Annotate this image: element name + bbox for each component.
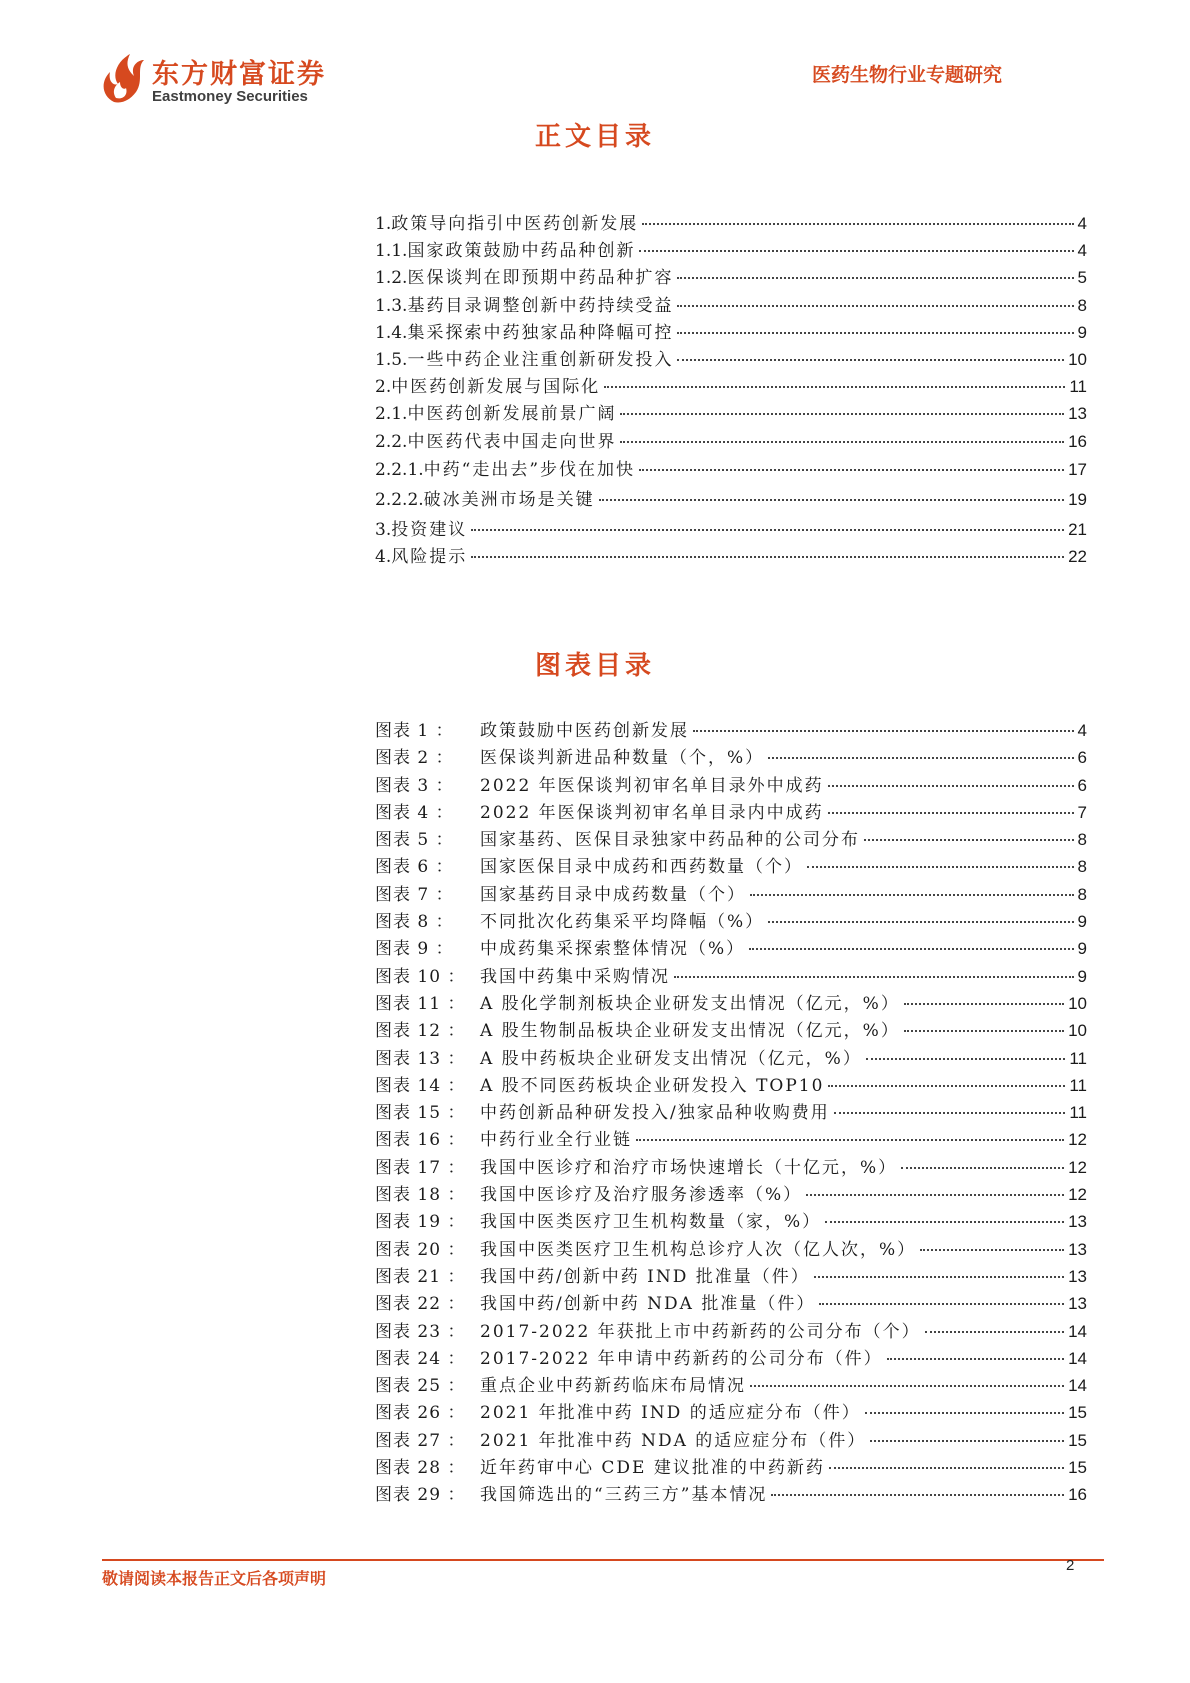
toc-entry-number: 图表 17 ： xyxy=(375,1157,466,1178)
toc-entry-page: 6 xyxy=(1077,775,1087,795)
figure-toc-entry[interactable] xyxy=(375,717,1087,744)
toc-entry-title: 集采探索中药独家品种降幅可控 xyxy=(407,322,674,343)
toc-entry-page: 16 xyxy=(1068,1485,1087,1505)
toc-leader-dots xyxy=(771,1494,1064,1496)
toc-entry[interactable] xyxy=(375,373,1087,400)
figure-toc-entry[interactable] xyxy=(375,1126,1087,1153)
toc-entry-page: 14 xyxy=(1068,1321,1087,1341)
figure-toc-entry[interactable] xyxy=(375,1263,1087,1290)
figure-toc-entry[interactable] xyxy=(375,744,1087,771)
figure-toc-entry[interactable] xyxy=(375,1154,1087,1181)
company-logo xyxy=(100,52,350,112)
toc-entry-number: 图表 27 ： xyxy=(375,1430,466,1451)
toc-leader-dots xyxy=(901,1167,1064,1169)
toc-leader-dots xyxy=(599,499,1064,501)
toc-entry-number: 图表 18 ： xyxy=(375,1185,466,1206)
toc-leader-dots xyxy=(866,1058,1066,1060)
toc-entry-title: 中医药代表中国走向世界 xyxy=(407,431,617,452)
toc-entry-title: 2017-2022 年申请中药新药的公司分布（件） xyxy=(480,1348,883,1369)
toc-entry[interactable] xyxy=(375,210,1087,237)
toc-entry-page: 8 xyxy=(1077,857,1087,877)
toc-entry-title: 医保谈判新进品种数量（个，%） xyxy=(480,748,765,769)
toc-entry-title: 我国中医类医疗卫生机构数量（家，%） xyxy=(480,1212,822,1233)
toc-leader-dots xyxy=(693,730,1074,732)
figure-toc-entry[interactable] xyxy=(375,799,1087,826)
toc-entry-page: 11 xyxy=(1069,377,1087,397)
toc-entry-number: 图表 23 ： xyxy=(375,1321,466,1342)
toc-entry-page: 9 xyxy=(1077,322,1087,342)
toc-leader-dots xyxy=(814,1276,1064,1278)
toc-entry-title: 我国中医诊疗和治疗市场快速增长（十亿元，%） xyxy=(480,1157,898,1178)
figure-toc-entry[interactable] xyxy=(375,1236,1087,1263)
footer-disclaimer: 敬请阅读本报告正文后各项声明 xyxy=(102,1569,327,1588)
toc-leader-dots xyxy=(749,948,1073,950)
toc-entry-page: 10 xyxy=(1068,349,1087,369)
toc-entry-number: 图表 20 ： xyxy=(375,1239,466,1260)
toc-entry-number: 3. xyxy=(375,519,392,540)
toc-entry-title: 中药行业全行业链 xyxy=(480,1130,632,1151)
main-toc-list xyxy=(375,210,1087,570)
toc-leader-dots xyxy=(768,757,1073,759)
toc-leader-dots xyxy=(864,839,1074,841)
toc-entry-page: 13 xyxy=(1068,1212,1087,1232)
toc-entry-number: 图表 6 ： xyxy=(375,857,454,878)
toc-entry[interactable] xyxy=(375,319,1087,346)
figure-toc-entry[interactable] xyxy=(375,1017,1087,1044)
toc-entry-title: 我国筛选出的“三药三方”基本情况 xyxy=(480,1485,768,1506)
toc-entry[interactable] xyxy=(375,237,1087,264)
figure-toc-entry[interactable] xyxy=(375,1454,1087,1481)
toc-entry-title: 破冰美洲市场是关键 xyxy=(423,490,595,511)
toc-entry-page: 15 xyxy=(1068,1430,1087,1450)
toc-leader-dots xyxy=(636,1139,1064,1141)
toc-entry-page: 8 xyxy=(1077,884,1087,904)
toc-entry-number: 图表 1 ： xyxy=(375,721,454,741)
toc-entry-page: 10 xyxy=(1068,993,1087,1013)
figure-toc-entry[interactable] xyxy=(375,1181,1087,1208)
toc-leader-dots xyxy=(750,894,1074,896)
toc-entry-number: 1.4. xyxy=(375,322,408,343)
toc-entry-title: 政策导向指引中医药创新发展 xyxy=(391,214,639,234)
toc-entry-number: 图表 21 ： xyxy=(375,1266,466,1287)
toc-leader-dots xyxy=(639,250,1073,252)
toc-entry-title: 医保谈判在即预期中药品种扩容 xyxy=(407,268,674,289)
toc-entry-title: 2021 年批准中药 NDA 的适应症分布（件） xyxy=(480,1430,867,1451)
toc-entry-number: 2.1. xyxy=(375,404,408,425)
toc-entry-number: 图表 7 ： xyxy=(375,884,454,905)
flame-logo-icon xyxy=(100,52,146,104)
toc-entry-page: 13 xyxy=(1068,404,1087,424)
toc-leader-dots xyxy=(925,1331,1064,1333)
toc-entry-number: 1.3. xyxy=(375,295,408,316)
toc-entry-number: 图表 16 ： xyxy=(375,1130,466,1151)
toc-leader-dots xyxy=(471,529,1064,531)
toc-entry-number: 图表 4 ： xyxy=(375,802,454,823)
toc-entry-page: 12 xyxy=(1068,1157,1087,1177)
toc-entry-title: 风险提示 xyxy=(391,546,468,567)
figure-toc-entry[interactable] xyxy=(375,1427,1087,1454)
toc-entry-title: 投资建议 xyxy=(391,519,468,540)
toc-entry-number: 图表 3 ： xyxy=(375,775,454,796)
toc-entry-title: 国家基药目录中成药数量（个） xyxy=(480,884,746,905)
toc-entry[interactable] xyxy=(375,264,1087,291)
toc-entry-title: 中医药创新发展与国际化 xyxy=(391,377,601,398)
toc-entry-title: 近年药审中心 CDE 建议批准的中药新药 xyxy=(480,1458,825,1479)
toc-entry-title: 我国中药集中采购情况 xyxy=(480,966,670,987)
toc-title: 正文目录 xyxy=(534,122,655,152)
toc-leader-dots xyxy=(870,1440,1064,1442)
figure-toc-entry[interactable] xyxy=(375,963,1087,990)
toc-leader-dots xyxy=(828,1085,1065,1087)
toc-entry-number: 图表 8 ： xyxy=(375,912,454,933)
toc-entry-page: 15 xyxy=(1068,1403,1087,1423)
toc-entry-number: 2.2.2. xyxy=(375,490,424,511)
toc-entry-number: 4. xyxy=(375,546,392,567)
toc-entry-title: 不同批次化药集采平均降幅（%） xyxy=(480,912,765,933)
toc-entry-number: 图表 11 ： xyxy=(375,993,466,1014)
toc-leader-dots xyxy=(604,386,1065,388)
toc-entry[interactable] xyxy=(375,292,1087,319)
toc-entry-title: 一些中药企业注重创新研发投入 xyxy=(407,349,674,370)
toc-entry-number: 图表 25 ： xyxy=(375,1376,466,1397)
toc-entry-page: 8 xyxy=(1077,830,1087,850)
toc-leader-dots xyxy=(865,1412,1064,1414)
toc-entry-title: 国家医保目录中成药和西药数量（个） xyxy=(480,857,803,878)
logo-chinese-name: 东方财富证券 xyxy=(152,59,326,90)
figure-toc-entry[interactable] xyxy=(375,1072,1087,1099)
figure-toc-entry[interactable] xyxy=(375,990,1087,1017)
toc-entry-title: 政策鼓励中医药创新发展 xyxy=(480,721,689,741)
toc-entry-number: 图表 14 ： xyxy=(375,1075,466,1096)
figure-toc-entry[interactable] xyxy=(375,1099,1087,1126)
toc-leader-dots xyxy=(471,556,1064,558)
figure-toc-entry[interactable] xyxy=(375,1045,1087,1072)
toc-leader-dots xyxy=(828,812,1074,814)
toc-entry-page: 7 xyxy=(1077,802,1087,822)
toc-entry[interactable] xyxy=(375,428,1087,455)
toc-entry-title: 我国中医类医疗卫生机构总诊疗人次（亿人次，%） xyxy=(480,1239,917,1260)
toc-entry-page: 14 xyxy=(1068,1376,1087,1396)
toc-entry-title: 中药创新品种研发投入/独家品种收购费用 xyxy=(480,1103,830,1124)
figures-toc-list xyxy=(375,717,1087,1509)
toc-entry-page: 4 xyxy=(1077,214,1087,233)
page-header xyxy=(0,0,1190,120)
toc-leader-dots xyxy=(750,1385,1064,1387)
toc-entry-page: 17 xyxy=(1068,459,1087,479)
toc-entry-number: 图表 12 ： xyxy=(375,1021,466,1042)
toc-entry-title: 国家政策鼓励中药品种创新 xyxy=(407,241,636,262)
toc-entry-title: 国家基药、医保目录独家中药品种的公司分布 xyxy=(480,830,860,851)
toc-entry-title: A 股化学制剂板块企业研发支出情况（亿元，%） xyxy=(480,993,900,1014)
toc-entry-number: 图表 19 ： xyxy=(375,1212,466,1233)
figure-toc-entry[interactable] xyxy=(375,1318,1087,1345)
toc-entry-page: 11 xyxy=(1069,1048,1087,1068)
toc-leader-dots xyxy=(677,277,1073,279)
figure-toc-entry[interactable] xyxy=(375,1345,1087,1372)
toc-entry-number: 1. xyxy=(375,214,392,234)
toc-leader-dots xyxy=(677,359,1064,361)
figure-toc-entry[interactable] xyxy=(375,881,1087,908)
toc-leader-dots xyxy=(825,1221,1064,1223)
toc-entry-title: A 股生物制品板块企业研发支出情况（亿元，%） xyxy=(480,1021,900,1042)
toc-entry-number: 图表 10 ： xyxy=(375,966,466,987)
toc-entry[interactable] xyxy=(375,455,1087,486)
toc-entry-title: 我国中药/创新中药 NDA 批准量（件） xyxy=(480,1294,816,1315)
toc-entry-page: 16 xyxy=(1068,431,1087,451)
toc-entry-page: 13 xyxy=(1068,1239,1087,1259)
toc-entry-title: 2022 年医保谈判初审名单目录内中成药 xyxy=(480,802,824,823)
toc-leader-dots xyxy=(834,1112,1066,1114)
toc-leader-dots xyxy=(819,1303,1064,1305)
toc-leader-dots xyxy=(829,1467,1064,1469)
toc-leader-dots xyxy=(807,866,1074,868)
toc-entry-title: 我国中药/创新中药 IND 批准量（件） xyxy=(480,1266,810,1287)
toc-entry-title: 2021 年批准中药 IND 的适应症分布（件） xyxy=(480,1403,861,1424)
toc-entry-number: 图表 22 ： xyxy=(375,1294,466,1315)
toc-entry-title: 我国中医诊疗及治疗服务渗透率（%） xyxy=(480,1185,803,1206)
toc-leader-dots xyxy=(806,1194,1064,1196)
figure-toc-entry[interactable] xyxy=(375,1208,1087,1235)
toc-leader-dots xyxy=(677,305,1073,307)
toc-entry-page: 6 xyxy=(1077,748,1087,768)
toc-entry-title: 2017-2022 年获批上市中药新药的公司分布（个） xyxy=(480,1321,921,1342)
toc-entry-title: 中药“走出去”步伐在加快 xyxy=(423,459,636,480)
toc-entry-title: 中医药创新发展前景广阔 xyxy=(407,404,617,425)
toc-entry-page: 11 xyxy=(1069,1103,1087,1123)
toc-leader-dots xyxy=(620,413,1064,415)
toc-entry-page: 5 xyxy=(1077,268,1087,288)
toc-entry-page: 4 xyxy=(1077,721,1087,740)
figures-toc-title: 图表目录 xyxy=(534,651,655,681)
toc-entry-page: 13 xyxy=(1068,1266,1087,1286)
toc-entry-page: 12 xyxy=(1068,1130,1087,1150)
toc-entry-page: 8 xyxy=(1077,295,1087,315)
toc-entry-number: 2.2.1. xyxy=(375,459,424,480)
figure-toc-entry[interactable] xyxy=(375,1290,1087,1317)
toc-entry-page: 19 xyxy=(1068,490,1087,510)
toc-entry[interactable] xyxy=(375,400,1087,427)
toc-entry-number: 2. xyxy=(375,377,392,398)
toc-entry[interactable] xyxy=(375,543,1087,570)
figure-toc-entry[interactable] xyxy=(375,1372,1087,1399)
logo-english-name: Eastmoney Securities xyxy=(152,88,308,105)
toc-entry-page: 9 xyxy=(1077,912,1087,932)
toc-entry-page: 9 xyxy=(1077,939,1087,959)
toc-entry[interactable] xyxy=(375,485,1087,516)
toc-leader-dots xyxy=(768,921,1073,923)
toc-entry-title: 中成药集采探索整体情况（%） xyxy=(480,939,746,960)
figure-toc-entry[interactable] xyxy=(375,1399,1087,1426)
toc-entry-number: 图表 2 ： xyxy=(375,748,454,769)
toc-entry-number: 2.2. xyxy=(375,431,408,452)
toc-entry[interactable] xyxy=(375,346,1087,373)
toc-entry[interactable] xyxy=(375,516,1087,543)
toc-leader-dots xyxy=(620,441,1064,443)
figure-toc-entry[interactable] xyxy=(375,772,1087,799)
toc-entry-title: 重点企业中药新药临床布局情况 xyxy=(480,1376,746,1397)
figure-toc-entry[interactable] xyxy=(375,1481,1087,1508)
toc-entry-page: 13 xyxy=(1068,1294,1087,1314)
toc-entry-title: A 股中药板块企业研发支出情况（亿元，%） xyxy=(480,1048,862,1069)
toc-leader-dots xyxy=(828,785,1074,787)
toc-entry-number: 图表 29 ： xyxy=(375,1485,466,1506)
toc-entry-page: 15 xyxy=(1068,1458,1087,1478)
toc-entry-number: 图表 9 ： xyxy=(375,939,454,960)
toc-leader-dots xyxy=(920,1249,1064,1251)
toc-entry-page: 11 xyxy=(1069,1075,1087,1095)
toc-entry-number: 1.2. xyxy=(375,268,408,289)
toc-leader-dots xyxy=(904,1030,1064,1032)
toc-entry-page: 22 xyxy=(1068,546,1087,566)
toc-entry-title: A 股不同医药板块企业研发投入 TOP10 xyxy=(480,1075,825,1096)
toc-entry-page: 10 xyxy=(1068,1021,1087,1041)
toc-entry-number: 图表 26 ： xyxy=(375,1403,466,1424)
footer-divider xyxy=(102,1559,1104,1561)
figure-toc-entry[interactable] xyxy=(375,826,1087,853)
report-type-label: 医药生物行业专题研究 xyxy=(811,64,1002,86)
toc-leader-dots xyxy=(887,1358,1064,1360)
figure-toc-entry[interactable] xyxy=(375,908,1087,935)
page-number: 2 xyxy=(1066,1557,1075,1574)
toc-entry-page: 12 xyxy=(1068,1185,1087,1205)
toc-entry-number: 图表 28 ： xyxy=(375,1458,466,1479)
toc-leader-dots xyxy=(674,976,1074,978)
toc-entry-title: 基药目录调整创新中药持续受益 xyxy=(407,295,674,316)
toc-entry-number: 图表 24 ： xyxy=(375,1348,466,1369)
toc-entry-number: 图表 5 ： xyxy=(375,830,454,851)
toc-entry-page: 4 xyxy=(1077,241,1087,261)
toc-entry-page: 14 xyxy=(1068,1348,1087,1368)
toc-leader-dots xyxy=(904,1003,1064,1005)
toc-entry-number: 1.1. xyxy=(375,241,408,262)
toc-entry-page: 9 xyxy=(1077,966,1087,986)
toc-leader-dots xyxy=(677,332,1073,334)
toc-leader-dots xyxy=(642,223,1073,225)
toc-entry-number: 1.5. xyxy=(375,349,408,370)
figure-toc-entry[interactable] xyxy=(375,853,1087,880)
toc-entry-number: 图表 13 ： xyxy=(375,1048,466,1069)
toc-entry-page: 21 xyxy=(1068,519,1087,539)
figure-toc-entry[interactable] xyxy=(375,935,1087,962)
toc-entry-title: 2022 年医保谈判初审名单目录外中成药 xyxy=(480,775,824,796)
toc-leader-dots xyxy=(639,469,1064,471)
toc-entry-number: 图表 15 ： xyxy=(375,1103,466,1124)
